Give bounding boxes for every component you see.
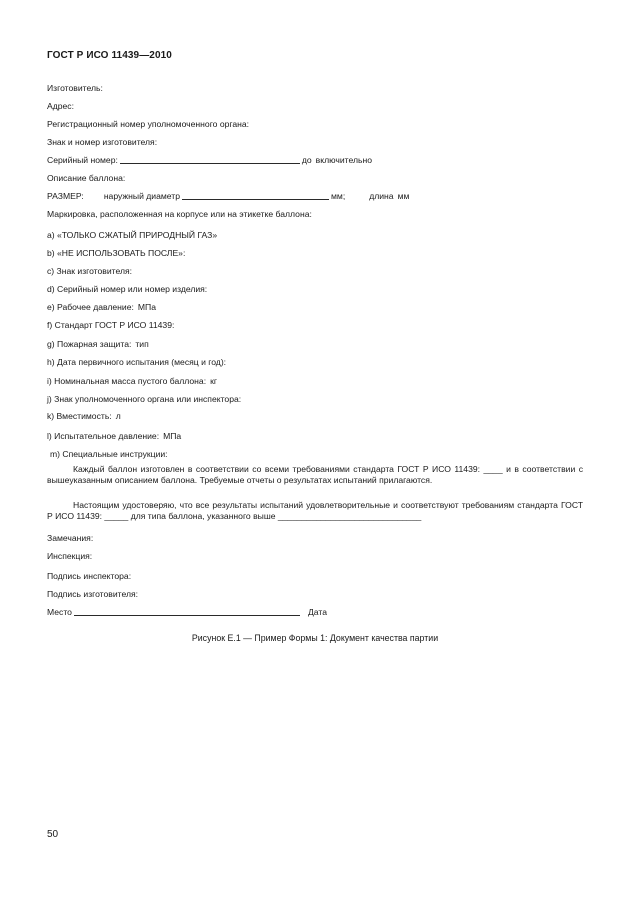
mark-label: Знак и номер изготовителя: (47, 137, 158, 147)
place-date-row (47, 604, 583, 617)
item-e-row (47, 299, 583, 312)
item-k-label: k) Вместимость: (47, 411, 112, 421)
item-k-row (47, 408, 583, 421)
item-c-row (47, 263, 583, 276)
item-m-label: m) Специальные инструкции: (50, 449, 168, 459)
item-m-row (50, 446, 583, 459)
item-h-label: h) Дата первичного испытания (месяц и год): (47, 357, 227, 367)
manufacturer-signature-label: Подпись изготовителя: (47, 589, 139, 599)
item-b-label: b) «НЕ ИСПОЛЬЗОВАТЬ ПОСЛЕ»: (47, 248, 186, 258)
item-l-label: l) Испытательное давление: (47, 431, 160, 441)
item-i-unit: кг (210, 376, 217, 386)
item-f-label: f) Стандарт ГОСТ Р ИСО 11439: (47, 320, 175, 330)
size-row (47, 188, 583, 201)
compliance-paragraph (47, 464, 583, 486)
serial-label: Серийный номер: (47, 155, 118, 165)
item-g-unit: тип (135, 339, 149, 349)
item-j-row (47, 391, 583, 404)
mm-unit-2: мм (397, 191, 410, 201)
item-a-row (47, 227, 583, 240)
remarks-row (47, 530, 583, 543)
mark-row (47, 134, 583, 147)
registration-row (47, 116, 583, 129)
item-d-row (47, 281, 583, 294)
item-f-row (47, 317, 583, 330)
item-d-label: d) Серийный номер или номер изделия: (47, 284, 208, 294)
item-g-row (47, 336, 583, 349)
item-e-unit: МПа (137, 302, 156, 312)
item-h-row (47, 354, 583, 367)
item-b-row (47, 245, 583, 258)
manufacturer-label: Изготовитель: (47, 83, 103, 93)
size-label: РАЗМЕР: (47, 191, 84, 201)
item-e-label: e) Рабочее давление: (47, 302, 134, 312)
inspector-signature-row (47, 568, 583, 581)
figure-caption: Рисунок Е.1 — Пример Формы 1: Документ качества партии (191, 633, 439, 643)
manufacturer-row (47, 80, 583, 93)
place-field[interactable] (74, 606, 300, 616)
outer-diameter-label: наружный диаметр (103, 191, 180, 201)
address-row (47, 98, 583, 111)
item-j-label: j) Знак уполномоченного органа или инспектора: (47, 394, 242, 404)
length-label: длина (369, 191, 394, 201)
compliance-text: Каждый баллон изготовлен в соответствии со всеми требованиями стандарта ГОСТ Р ИСО 11439: ____ и в соответствии с вышеуказанным описанием баллона. Требуемые отчеты о результатах испытаний прилагаются. (47, 464, 583, 485)
certification-text: Настоящим удостоверяю, что все результаты испытаний удовлетворительные и соответствуют требованиям стандарта ГОСТ Р ИСО 11439: _____ для типа баллона, указанного выше ______________________________ (47, 500, 583, 521)
serial-inclusive-label: включительно (315, 155, 372, 165)
inspector-signature-label: Подпись инспектора: (47, 571, 132, 581)
manufacturer-signature-row (47, 586, 583, 599)
outer-diameter-field[interactable] (182, 190, 329, 200)
description-label: Описание баллона: (47, 173, 126, 183)
item-c-label: c) Знак изготовителя: (47, 266, 133, 276)
date-label: Дата (307, 607, 327, 617)
serial-to-label: до (301, 155, 312, 165)
item-i-row (47, 373, 583, 386)
serial-from-field[interactable] (120, 154, 300, 164)
address-label: Адрес: (47, 101, 74, 111)
marking-label: Маркировка, расположенная на корпусе или на этикетке баллона: (47, 209, 312, 219)
item-l-row (47, 428, 583, 441)
description-row (47, 170, 583, 183)
inspection-row (47, 548, 583, 561)
item-g-label: g) Пожарная защита: (47, 339, 132, 349)
place-label: Место (47, 607, 72, 617)
inspection-label: Инспекция: (47, 551, 93, 561)
registration-label: Регистрационный номер уполномоченного органа: (47, 119, 250, 129)
marking-row (47, 206, 583, 219)
item-k-unit: л (115, 411, 121, 421)
page-number: 50 (47, 829, 59, 840)
item-a-label: a) «ТОЛЬКО СЖАТЫЙ ПРИРОДНЫЙ ГАЗ» (47, 230, 218, 240)
mm-unit-1: мм; (331, 191, 346, 201)
item-i-label: i) Номинальная масса пустого баллона: (47, 376, 207, 386)
certification-paragraph (47, 500, 583, 522)
remarks-label: Замечания: (47, 533, 94, 543)
item-l-unit: МПа (163, 431, 182, 441)
document-header: ГОСТ Р ИСО 11439—2010 (47, 50, 172, 61)
serial-row (47, 152, 583, 165)
